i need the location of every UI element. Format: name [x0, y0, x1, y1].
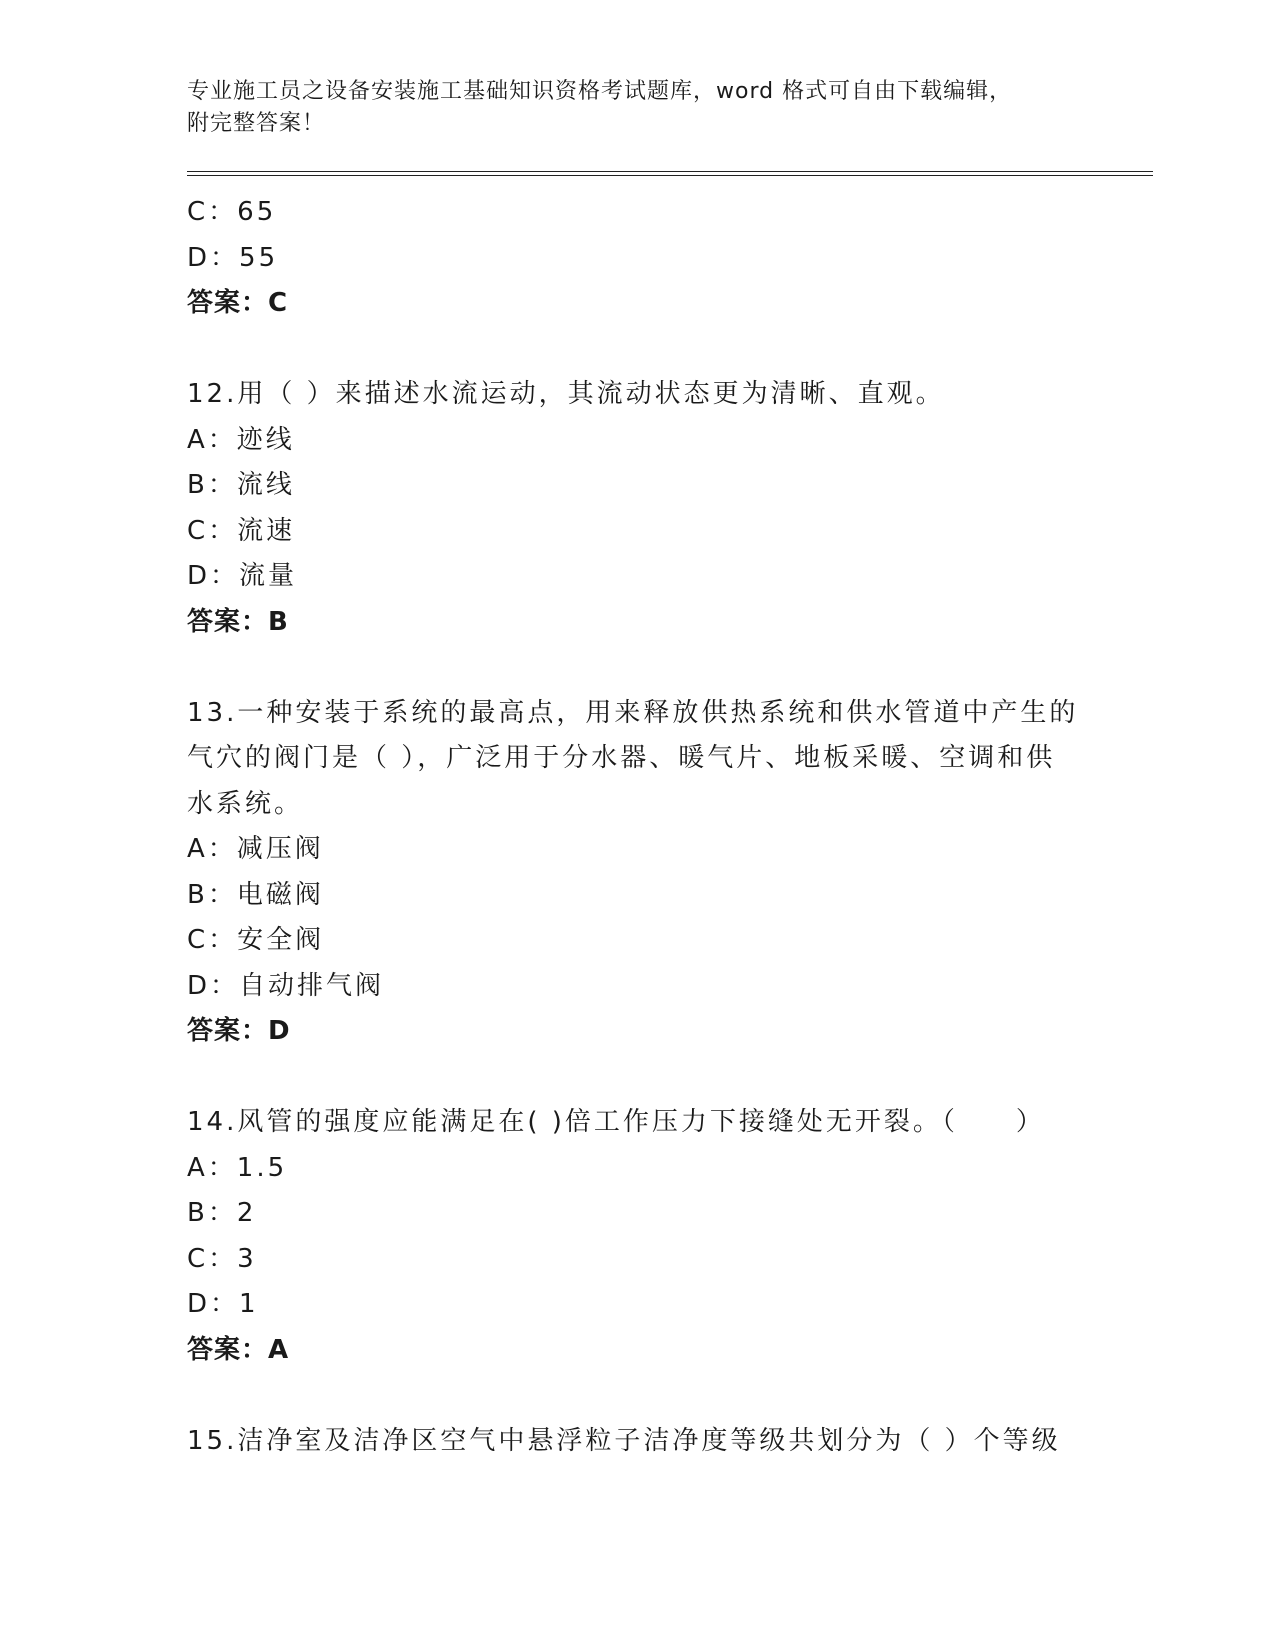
spacer: [187, 1373, 1087, 1419]
option-b: B：2: [187, 1198, 257, 1228]
question-stem-line-2: 气穴的阀门是（ ），广泛用于分水器、暖气片、地板采暖、空调和供: [187, 743, 1056, 773]
header-line-1: 专业施工员之设备安装施工基础知识资格考试题库，word 格式可自由下载编辑，: [187, 79, 1013, 104]
question-stem-line-1: 13.一种安装于系统的最高点，用来释放供热系统和供水管道中产生的: [187, 697, 1079, 728]
question-11-tail: [187, 190, 1087, 327]
question-list: [187, 190, 1087, 1464]
header-rule-bottom: [187, 175, 1153, 176]
answer: 答案：B: [187, 606, 289, 637]
spacer: [187, 645, 1087, 691]
document-header: [187, 76, 1087, 140]
question-stem: 15.洁净室及洁净区空气中悬浮粒子洁净度等级共划分为（ ）个等级: [187, 1425, 1061, 1456]
option-a: A：减压阀: [187, 834, 324, 864]
option-a: A：迹线: [187, 424, 295, 455]
question-stem: 14.风管的强度应能满足在( )倍工作压力下接缝处无开裂。（ ）: [187, 1107, 1045, 1137]
option-c: C：安全阀: [187, 925, 325, 955]
option-b: B：电磁阀: [187, 879, 324, 910]
option-b: B：流线: [187, 470, 295, 500]
option-a: A：1.5: [187, 1152, 288, 1183]
question-stem: 12.用（ ）来描述水流运动，其流动状态更为清晰、直观。: [187, 379, 945, 409]
option-c: C：65: [187, 197, 277, 227]
question-13: [187, 691, 1087, 1055]
spacer: [187, 327, 1087, 373]
spacer: [187, 1055, 1087, 1101]
question-12: [187, 372, 1087, 645]
option-d: D：1: [187, 1289, 259, 1319]
question-15: [187, 1419, 1087, 1465]
option-d: D：55: [187, 242, 279, 273]
header-rule-top: [187, 171, 1153, 172]
answer: 答案：A: [187, 1334, 290, 1365]
question-stem-line-3: 水系统。: [187, 788, 304, 819]
answer: 答案：C: [187, 288, 289, 318]
option-c: C：3: [187, 1243, 257, 1274]
option-d: D：自动排气阀: [187, 970, 385, 1001]
option-d: D：流量: [187, 561, 298, 591]
question-14: [187, 1100, 1087, 1373]
header-line-2: 附完整答案！: [187, 111, 326, 136]
option-c: C：流速: [187, 515, 296, 546]
answer: 答案：D: [187, 1016, 291, 1046]
